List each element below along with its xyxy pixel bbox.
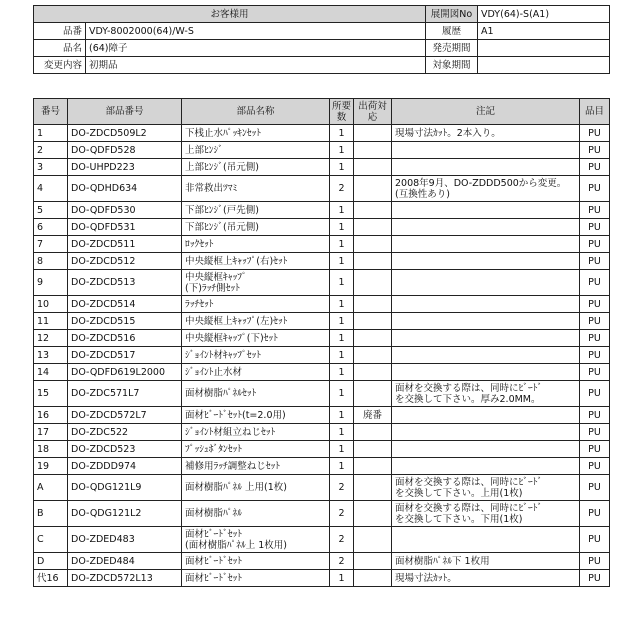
- note-cell: [392, 330, 580, 347]
- part-number-cell: 14: [34, 364, 68, 381]
- target-period-label: 対象期間: [426, 57, 478, 74]
- shipping-cell: [354, 570, 392, 587]
- part-code-cell: DO-ZDC571L7: [68, 381, 182, 407]
- part-name-cell: 非常救出ﾂﾏﾐ: [182, 176, 330, 202]
- part-code-cell: DO-QDHD634: [68, 176, 182, 202]
- shipping-cell: [354, 424, 392, 441]
- part-name-cell: 面材ﾋﾞｰﾄﾞｾｯﾄ: [182, 570, 330, 587]
- part-name-cell: 面材樹脂ﾊﾟﾈﾙ: [182, 501, 330, 527]
- item-type-cell: PU: [580, 347, 610, 364]
- note-cell: [392, 424, 580, 441]
- shipping-cell: [354, 381, 392, 407]
- note-cell: 面材を交換する際は、同時にﾋﾞｰﾄﾞ を交換して下さい。厚み2.0MM。: [392, 381, 580, 407]
- quantity-cell: 1: [330, 253, 354, 270]
- part-number-cell: 9: [34, 270, 68, 296]
- parts-table: [33, 98, 610, 587]
- shipping-cell: [354, 159, 392, 176]
- item-type-cell: PU: [580, 202, 610, 219]
- part-code-cell: DO-QDFD528: [68, 142, 182, 159]
- quantity-cell: 1: [330, 236, 354, 253]
- customer-label: お客様用: [34, 6, 426, 23]
- part-number-cell: 3: [34, 159, 68, 176]
- header-row-change: [34, 57, 610, 74]
- part-code-cell: DO-ZDCD509L2: [68, 125, 182, 142]
- quantity-cell: 1: [330, 364, 354, 381]
- item-type-cell: PU: [580, 176, 610, 202]
- part-code-cell: DO-QDFD619L2000: [68, 364, 182, 381]
- quantity-cell: 1: [330, 424, 354, 441]
- column-header-item: 品目: [580, 99, 610, 125]
- sale-period-value: [478, 40, 610, 57]
- quantity-cell: 2: [330, 176, 354, 202]
- item-type-cell: PU: [580, 142, 610, 159]
- item-type-cell: PU: [580, 501, 610, 527]
- part-number-cell: 15: [34, 381, 68, 407]
- part-name-cell: ｼﾞｮｲﾝﾄ材ｷｬｯﾌﾟｾｯﾄ: [182, 347, 330, 364]
- column-header-quantity: 所要数: [330, 99, 354, 125]
- shipping-cell: [354, 236, 392, 253]
- part-name-cell: 上部ﾋﾝｼﾞ: [182, 142, 330, 159]
- table-row: [34, 330, 610, 347]
- quantity-cell: 1: [330, 296, 354, 313]
- part-code-cell: DO-ZDDD974: [68, 458, 182, 475]
- table-row: [34, 270, 610, 296]
- shipping-cell: [354, 313, 392, 330]
- item-type-cell: PU: [580, 330, 610, 347]
- part-number-cell: 19: [34, 458, 68, 475]
- part-number-cell: 6: [34, 219, 68, 236]
- table-row: [34, 364, 610, 381]
- part-number-cell: 5: [34, 202, 68, 219]
- part-code-cell: DO-ZDCD514: [68, 296, 182, 313]
- note-cell: [392, 202, 580, 219]
- part-number-cell: 13: [34, 347, 68, 364]
- quantity-cell: 2: [330, 501, 354, 527]
- part-name-cell: 下桟止水ﾊﾟｯｷﾝｾｯﾄ: [182, 125, 330, 142]
- note-cell: [392, 407, 580, 424]
- quantity-cell: 1: [330, 270, 354, 296]
- item-type-cell: PU: [580, 125, 610, 142]
- table-row: [34, 236, 610, 253]
- note-cell: [392, 253, 580, 270]
- table-row: [34, 176, 610, 202]
- part-code-cell: DO-QDFD531: [68, 219, 182, 236]
- table-row: [34, 125, 610, 142]
- note-cell: [392, 313, 580, 330]
- part-name-cell: 中央縦框上ｷｬｯﾌﾟ(左)ｾｯﾄ: [182, 313, 330, 330]
- note-cell: [392, 441, 580, 458]
- item-type-cell: PU: [580, 475, 610, 501]
- shipping-cell: [354, 475, 392, 501]
- part-number-cell: 7: [34, 236, 68, 253]
- part-name-cell: 面材樹脂ﾊﾟﾈﾙ 上用(1枚): [182, 475, 330, 501]
- history-label: 履歴: [426, 23, 478, 40]
- shipping-cell: [354, 330, 392, 347]
- shipping-cell: [354, 125, 392, 142]
- quantity-cell: 1: [330, 407, 354, 424]
- history-value: A1: [478, 23, 610, 40]
- shipping-cell: [354, 296, 392, 313]
- part-number-cell: 16: [34, 407, 68, 424]
- part-code-cell: DO-ZDED483: [68, 527, 182, 553]
- part-number-cell: B: [34, 501, 68, 527]
- target-period-value: [478, 57, 610, 74]
- note-cell: [392, 347, 580, 364]
- table-row: [34, 424, 610, 441]
- quantity-cell: 1: [330, 125, 354, 142]
- item-type-cell: PU: [580, 159, 610, 176]
- part-number-cell: 2: [34, 142, 68, 159]
- shipping-cell: [354, 253, 392, 270]
- shipping-cell: [354, 527, 392, 553]
- part-number-cell: A: [34, 475, 68, 501]
- item-type-cell: PU: [580, 313, 610, 330]
- table-row: [34, 313, 610, 330]
- item-type-cell: PU: [580, 527, 610, 553]
- table-row: [34, 142, 610, 159]
- note-cell: 面材樹脂ﾊﾟﾈﾙ下 1枚用: [392, 553, 580, 570]
- part-code-cell: DO-ZDCD517: [68, 347, 182, 364]
- quantity-cell: 2: [330, 553, 354, 570]
- change-label: 変更内容: [34, 57, 86, 74]
- note-cell: 面材を交換する際は、同時にﾋﾞｰﾄﾞ を交換して下さい。上用(1枚): [392, 475, 580, 501]
- part-number-cell: 代16: [34, 570, 68, 587]
- product-name-label: 品名: [34, 40, 86, 57]
- item-type-cell: PU: [580, 441, 610, 458]
- part-number-cell: 11: [34, 313, 68, 330]
- note-cell: 面材を交換する際は、同時にﾋﾞｰﾄﾞ を交換して下さい。下用(1枚): [392, 501, 580, 527]
- part-code-cell: DO-ZDCD572L7: [68, 407, 182, 424]
- item-type-cell: PU: [580, 424, 610, 441]
- item-type-cell: PU: [580, 553, 610, 570]
- shipping-cell: [354, 202, 392, 219]
- shipping-cell: [354, 142, 392, 159]
- note-cell: [392, 270, 580, 296]
- part-name-cell: 中央縦框上ｷｬｯﾌﾟ(右)ｾｯﾄ: [182, 253, 330, 270]
- table-row: [34, 570, 610, 587]
- part-name-cell: ﾛｯｸｾｯﾄ: [182, 236, 330, 253]
- quantity-cell: 1: [330, 330, 354, 347]
- part-code-cell: DO-QDG121L2: [68, 501, 182, 527]
- part-code-cell: DO-ZDCD515: [68, 313, 182, 330]
- shipping-cell: [354, 270, 392, 296]
- note-cell: [392, 219, 580, 236]
- table-row: [34, 159, 610, 176]
- part-code-cell: DO-ZDCD516: [68, 330, 182, 347]
- part-name-cell: ｼﾞｮｲﾝﾄ止水材: [182, 364, 330, 381]
- part-name-cell: 上部ﾋﾝｼﾞ(吊元側): [182, 159, 330, 176]
- table-row: [34, 527, 610, 553]
- part-number-cell: 8: [34, 253, 68, 270]
- part-name-cell: 補修用ﾗｯﾁ調整ねじｾｯﾄ: [182, 458, 330, 475]
- note-cell: 現場寸法ｶｯﾄ。: [392, 570, 580, 587]
- item-type-cell: PU: [580, 381, 610, 407]
- note-cell: [392, 364, 580, 381]
- quantity-cell: 1: [330, 159, 354, 176]
- part-code-cell: DO-ZDCD513: [68, 270, 182, 296]
- note-cell: [392, 142, 580, 159]
- part-code-cell: DO-ZDCD512: [68, 253, 182, 270]
- shipping-cell: [354, 364, 392, 381]
- table-row: [34, 407, 610, 424]
- table-row: [34, 553, 610, 570]
- note-cell: 2008年9月、DO-ZDDD500から変更。(互換性あり): [392, 176, 580, 202]
- part-number-cell: 10: [34, 296, 68, 313]
- shipping-cell: [354, 347, 392, 364]
- part-name-cell: ｼﾞｮｲﾝﾄ材組立ねじｾｯﾄ: [182, 424, 330, 441]
- item-type-cell: PU: [580, 364, 610, 381]
- part-name-cell: 中央縦框ｷｬｯﾌﾟ(下)ｾｯﾄ: [182, 330, 330, 347]
- header-row-product-no: [34, 23, 610, 40]
- table-row: [34, 253, 610, 270]
- note-cell: [392, 296, 580, 313]
- table-row: [34, 501, 610, 527]
- column-header-part-no: 部品番号: [68, 99, 182, 125]
- shipping-cell: [354, 219, 392, 236]
- quantity-cell: 2: [330, 527, 354, 553]
- column-header-shipping: 出荷対応: [354, 99, 392, 125]
- item-type-cell: PU: [580, 407, 610, 424]
- part-name-cell: ﾗｯﾁｾｯﾄ: [182, 296, 330, 313]
- part-number-cell: 1: [34, 125, 68, 142]
- part-name-cell: 面材ﾋﾞｰﾄﾞｾｯﾄ: [182, 553, 330, 570]
- product-no-label: 品番: [34, 23, 86, 40]
- quantity-cell: 1: [330, 570, 354, 587]
- part-name-cell: 面材樹脂ﾊﾟﾈﾙｾｯﾄ: [182, 381, 330, 407]
- item-type-cell: PU: [580, 458, 610, 475]
- item-type-cell: PU: [580, 570, 610, 587]
- shipping-cell: [354, 553, 392, 570]
- item-type-cell: PU: [580, 219, 610, 236]
- part-name-cell: 下部ﾋﾝｼﾞ(吊元側): [182, 219, 330, 236]
- quantity-cell: 1: [330, 313, 354, 330]
- item-type-cell: PU: [580, 270, 610, 296]
- part-number-cell: 17: [34, 424, 68, 441]
- part-code-cell: DO-ZDCD511: [68, 236, 182, 253]
- header-table: [33, 5, 610, 74]
- shipping-cell: [354, 441, 392, 458]
- table-row: [34, 441, 610, 458]
- part-number-cell: D: [34, 553, 68, 570]
- table-row: [34, 458, 610, 475]
- note-cell: [392, 458, 580, 475]
- table-row: [34, 219, 610, 236]
- table-row: [34, 202, 610, 219]
- change-value: 初期品: [86, 57, 426, 74]
- shipping-cell: 廃番: [354, 407, 392, 424]
- part-code-cell: DO-QDFD530: [68, 202, 182, 219]
- part-name-cell: 下部ﾋﾝｼﾞ(戸先側): [182, 202, 330, 219]
- diagram-no-label: 展開図No: [426, 6, 478, 23]
- quantity-cell: 2: [330, 475, 354, 501]
- sale-period-label: 発売期間: [426, 40, 478, 57]
- product-no-value: VDY-8002000(64)/W-S: [86, 23, 426, 40]
- note-cell: [392, 236, 580, 253]
- header-row-product-name: [34, 40, 610, 57]
- part-name-cell: ﾌﾟｯｼｭﾎﾞﾀﾝｾｯﾄ: [182, 441, 330, 458]
- part-code-cell: DO-ZDED484: [68, 553, 182, 570]
- quantity-cell: 1: [330, 381, 354, 407]
- header-row-customer: [34, 6, 610, 23]
- column-header-number: 番号: [34, 99, 68, 125]
- note-cell: [392, 159, 580, 176]
- part-number-cell: 4: [34, 176, 68, 202]
- parts-header-row: [34, 99, 610, 125]
- table-row: [34, 381, 610, 407]
- quantity-cell: 1: [330, 142, 354, 159]
- note-cell: 現場寸法ｶｯﾄ。2本入り。: [392, 125, 580, 142]
- shipping-cell: [354, 176, 392, 202]
- quantity-cell: 1: [330, 347, 354, 364]
- quantity-cell: 1: [330, 202, 354, 219]
- part-number-cell: C: [34, 527, 68, 553]
- part-number-cell: 18: [34, 441, 68, 458]
- table-row: [34, 475, 610, 501]
- item-type-cell: PU: [580, 296, 610, 313]
- note-cell: [392, 527, 580, 553]
- part-code-cell: DO-ZDCD523: [68, 441, 182, 458]
- item-type-cell: PU: [580, 253, 610, 270]
- table-row: [34, 296, 610, 313]
- product-name-value: (64)障子: [86, 40, 426, 57]
- part-code-cell: DO-UHPD223: [68, 159, 182, 176]
- part-name-cell: 中央縦框ｷｬｯﾌﾟ (下)ﾗｯﾁ側ｾｯﾄ: [182, 270, 330, 296]
- diagram-no-value: VDY(64)-S(A1): [478, 6, 610, 23]
- table-row: [34, 347, 610, 364]
- part-code-cell: DO-QDG121L9: [68, 475, 182, 501]
- part-name-cell: 面材ﾋﾞｰﾄﾞｾｯﾄ(t=2.0用): [182, 407, 330, 424]
- item-type-cell: PU: [580, 236, 610, 253]
- quantity-cell: 1: [330, 441, 354, 458]
- column-header-part-name: 部品名称: [182, 99, 330, 125]
- quantity-cell: 1: [330, 219, 354, 236]
- part-name-cell: 面材ﾋﾞｰﾄﾞｾｯﾄ (面材樹脂ﾊﾟﾈﾙ上 1枚用): [182, 527, 330, 553]
- part-number-cell: 12: [34, 330, 68, 347]
- part-code-cell: DO-ZDC522: [68, 424, 182, 441]
- shipping-cell: [354, 501, 392, 527]
- column-header-note: 注記: [392, 99, 580, 125]
- part-code-cell: DO-ZDCD572L13: [68, 570, 182, 587]
- shipping-cell: [354, 458, 392, 475]
- quantity-cell: 1: [330, 458, 354, 475]
